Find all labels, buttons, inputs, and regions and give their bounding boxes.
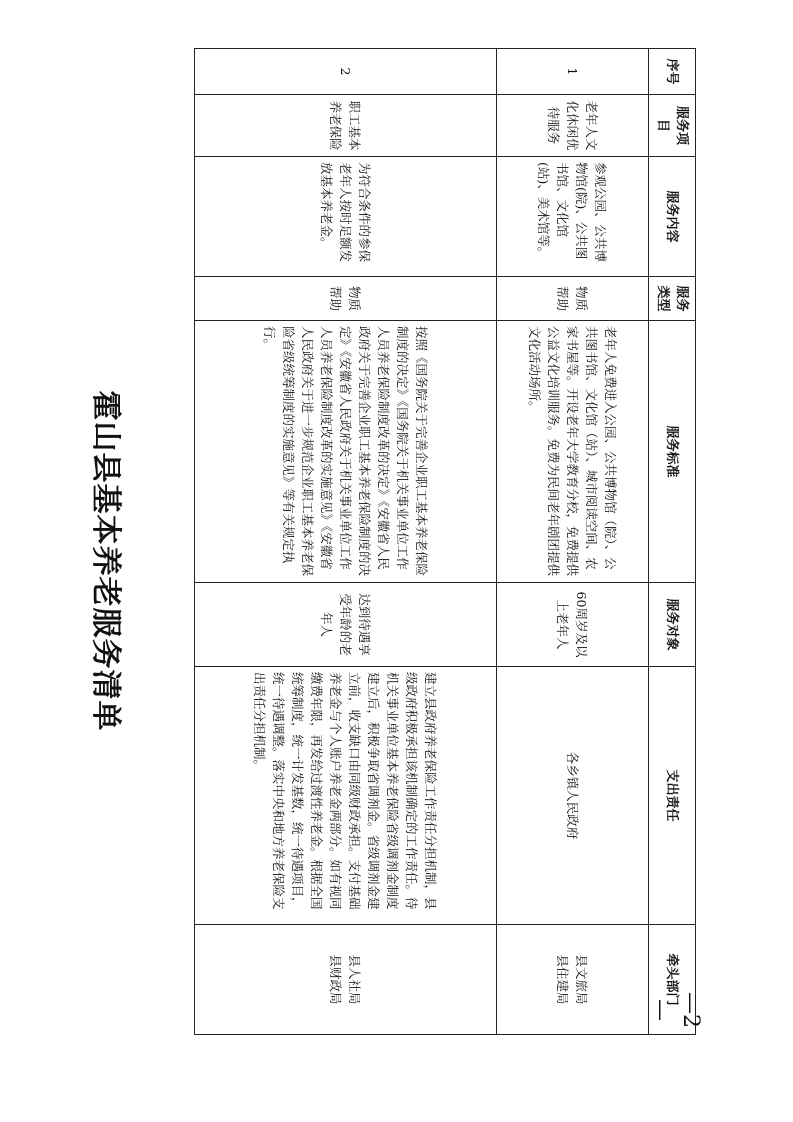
header-content: 服务内容 (649, 157, 696, 277)
header-type: 服务类型 (649, 277, 696, 321)
cell-index: 2 (195, 49, 497, 95)
header-target: 服务对象 (649, 583, 696, 667)
header-expense: 支出责任 (649, 667, 696, 925)
table-stage (204, 48, 696, 1034)
cell-expense: 建立县政府养老保险工作责任分担机制，县级政府积极承担该机制确定的工作责任。待机关事业单位基本养老保险省级调剂金制度建立后，积极争取省调剂金。省级调剂金建立前，收支缺口由同级财政承担。支付基础养老金与个人账户养老金两部分。如有视同缴费年限，再发给过渡性养老金。根据全国统筹制度，统一计发基数，统一待遇项目，统一待遇调整。落实中央和地方养老保险支出责任分担机制。 (195, 667, 497, 925)
header-lead: 牵头部门 (649, 925, 696, 1035)
service-table (194, 48, 696, 1035)
cell-content: 参观公园、公共博物馆(院)、公共图书馆、文化馆(站)、美术馆等。 (497, 157, 649, 277)
header-project: 服务项目 (649, 95, 696, 157)
cell-index: 1 (497, 49, 649, 95)
cell-type: 物质帮助 (497, 277, 649, 321)
cell-project: 老年人文化休闲优待服务 (497, 95, 649, 157)
cell-target: 60周岁及以上老年人 (497, 583, 649, 667)
page-title: 霍山县基本养老服务清单 (88, 390, 123, 732)
cell-content: 为符合条件的参保老年人按时足额发放基本养老金。 (195, 157, 497, 277)
cell-expense: 各乡镇人民政府 (497, 667, 649, 925)
table-header-row (649, 49, 696, 1035)
page-number: —2— (648, 992, 703, 1028)
header-standard: 服务标准 (649, 321, 696, 583)
cell-lead: 县人社局 县财政局 (195, 925, 497, 1035)
cell-standard: 老年人免费进入公园、公共博物馆（院）、公共图书馆、文化馆（站）、城市阅读空间、农家书屋等。开设老年大学教育分校，免费提供公益文化培训服务。免费为民间老年剧团提供文化活动场所。 (497, 321, 649, 583)
table-row (195, 49, 497, 1035)
cell-standard: 按照《国务院关于完善企业职工基本养老保险制度的决定》《国务院关于机关事业单位工作人员养老保险制度改革的决定》《安徽省人民政府关于完善企业职工基本养老保险制度的决定》《安徽省人民政府关于机关事业单位工作人员养老保险制度改革的实施意见》《安徽省人民政府关于进一步规范企业职工基本养老保险省级统筹制度的实施意见》等有关规定执行。 (195, 321, 497, 583)
rotated-table-wrapper (204, 48, 696, 1034)
cell-lead: 县文旅局 县住建局 (497, 925, 649, 1035)
cell-target: 达到待遇享受年龄的老年人 (195, 583, 497, 667)
cell-type: 物质帮助 (195, 277, 497, 321)
table-row (497, 49, 649, 1035)
header-index: 序号 (649, 49, 696, 95)
cell-project: 职工基本养老保险 (195, 95, 497, 157)
